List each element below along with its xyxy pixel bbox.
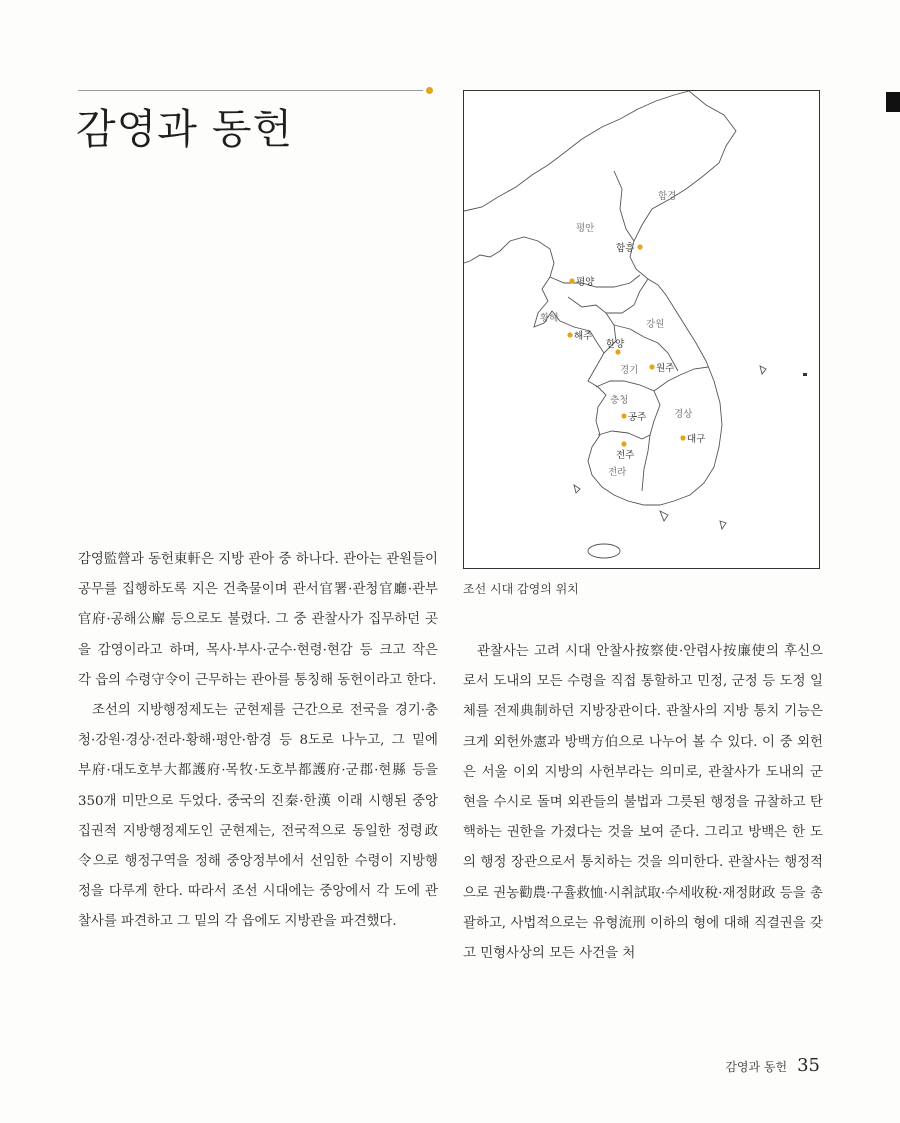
city-marker [567, 332, 572, 337]
map-province-border [550, 275, 640, 287]
province-label: 전라 [608, 467, 627, 478]
title-rule-dot [426, 87, 433, 94]
province-label: 경상 [674, 409, 693, 420]
body-paragraph: 감영監營과 동헌東軒은 지방 관아 중 하나다. 관아는 관원들이 공무를 집행하도록 지은 건축물이며 관서官署·관청官廳·관부官府·공해公廨 등으로도 불렸다. 그 중 관찰사가 집무하던 곳을 감영이라고 하며, 목사·부사·군수·현령·현감 등 크고 작은 각 읍의 수령守令이 근무하는 관아를 통칭해 동헌이라고 한다. [78, 552, 438, 688]
map-island-dokdo [803, 373, 807, 376]
city-label: 공주 [628, 412, 647, 423]
city-label: 원주 [656, 363, 675, 374]
page-number: 35 [797, 1055, 820, 1076]
korea-map [463, 90, 820, 569]
map-island [660, 511, 668, 521]
province-label: 강원 [646, 319, 665, 330]
city-marker [621, 413, 626, 418]
body-paragraph: 관찰사는 고려 시대 안찰사按察使·안렴사按廉使의 후신으로서 도내의 모든 수령을 직접 통할하고 민정, 군정 등 도정 일체를 전제典制하던 지방장관이다. 관찰사의 지방 통치 기능은 크게 외헌外憲과 방백方伯으로 나누어 볼 수 있다. 이 중 외헌은 서울 이외 지방의 사헌부라는 의미로, 관찰사가 도내의 군현을 수시로 돌며 외관들의 불법과 그릇된 행정을 규찰하고 탄핵하는 권한을 가졌다는 것을 보여 준다. 그리고 방백은 한 도의 행정 장관으로서 통치하는 것을 의미한다. 관찰사는 행정적으로 권농勸農·구휼救恤·시취試取·수세收稅·재정財政 등을 총괄하고, 사법적으로는 유형流刑 이하의 형에 대해 직결권을 갖고 민형사상의 모든 사건을 처 [463, 644, 823, 962]
city-marker [569, 278, 574, 283]
city-marker [621, 441, 626, 446]
map-province-border [614, 171, 634, 241]
page-title: 감영과 동헌 [76, 105, 294, 153]
province-label: 함경 [658, 191, 677, 202]
province-label: 경기 [620, 365, 639, 376]
map-island-jeju [588, 544, 620, 558]
city-label: 한양 [606, 339, 625, 350]
province-label: 충청 [610, 395, 629, 406]
map-island [760, 366, 766, 374]
city-label: 평양 [576, 277, 595, 288]
city-marker [615, 349, 620, 354]
city-label: 전주 [616, 450, 635, 461]
province-label: 평안 [576, 223, 595, 234]
page-footer [725, 1055, 820, 1076]
map-island [574, 485, 580, 493]
map-caption: 조선 시대 감영의 위치 [463, 582, 579, 596]
city-marker [680, 435, 685, 440]
city-label: 대구 [687, 434, 706, 445]
body-column-left [78, 545, 438, 938]
body-column-right [463, 637, 823, 969]
map-island [720, 521, 726, 529]
city-marker [637, 244, 642, 249]
running-title: 감영과 동헌 [725, 1060, 788, 1074]
city-marker [649, 364, 654, 369]
korea-map-svg [464, 91, 819, 568]
title-rule [78, 90, 423, 91]
map-province-border [598, 431, 650, 439]
city-label: 함흥 [616, 243, 635, 254]
map-northern-border [464, 91, 689, 211]
province-label: 황해 [540, 313, 559, 324]
body-paragraph: 조선의 지방행정제도는 군현제를 근간으로 전국을 경기·충청·강원·경상·전라·황해·평안·함경 등 8도로 나누고, 그 밑에 부府·대도호부大都護府·목牧·도호부都護府·군郡·현縣 등을 350개 미만으로 두었다. 중국의 진秦·한漢 이래 시행된 중앙집권적 지방행정제도인 군현제는, 전국적으로 동일한 정령政令으로 행정구역을 정해 중앙정부에서 선임한 수령이 지방행정을 다루게 한다. 따라서 조선 시대에는 중앙에서 각 도에 관찰사를 파견하고 그 밑의 각 읍에도 지방관을 파견했다. [78, 703, 438, 930]
city-label: 해주 [574, 331, 593, 342]
chapter-tab-marker [886, 92, 900, 112]
